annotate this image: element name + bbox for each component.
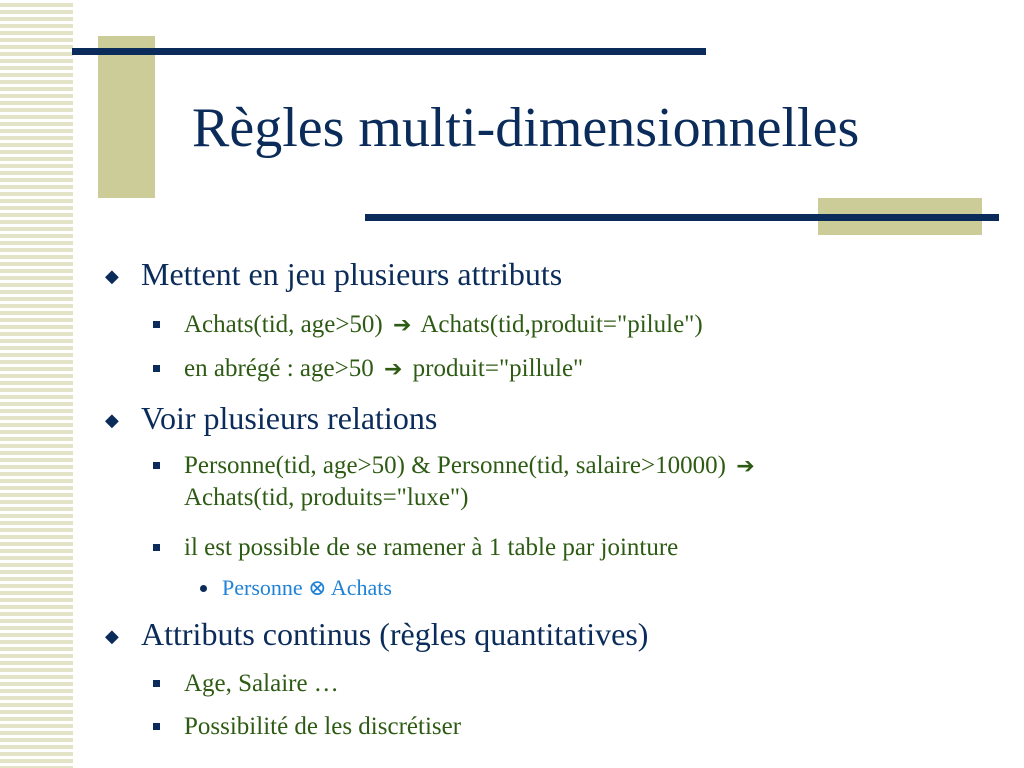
bullet-text: il est possible de se ramener à 1 table par jointure: [184, 534, 679, 561]
square-bullet-icon: [153, 723, 160, 730]
bullet-level1: [105, 400, 437, 436]
title-accent-block: [98, 36, 155, 198]
rule-antecedent: en abrégé : age>50: [184, 355, 374, 382]
square-bullet-icon: [153, 321, 160, 328]
rule-consequent: Achats(tid, produits="luxe"): [184, 484, 469, 511]
diamond-bullet-icon: ◆: [105, 410, 119, 430]
diamond-bullet-icon: ◆: [105, 266, 119, 286]
bullet-text: Age, Salaire …: [184, 670, 339, 697]
bottom-rule: [365, 214, 999, 221]
bullet-text: Personne ⊗ Achats: [222, 575, 392, 600]
bullet-level2: [153, 309, 703, 342]
diamond-bullet-icon: ◆: [105, 626, 119, 646]
striped-side-band: [0, 0, 73, 768]
bullet-text: Attributs continus (règles quantitatives): [141, 616, 649, 652]
square-bullet-icon: [153, 365, 160, 372]
square-bullet-icon: [153, 680, 160, 687]
bullet-level1: [105, 256, 562, 292]
arrow-right-icon: ➔: [393, 313, 412, 338]
bullet-text: Possibilité de les discrétiser: [184, 713, 462, 740]
bullet-line: [184, 450, 759, 483]
bullet-level1: [105, 616, 648, 652]
bullet-line: [184, 309, 703, 342]
bullet-level2: [153, 450, 759, 511]
square-bullet-icon: [153, 462, 160, 469]
slide-title: Règles multi-dimensionnelles: [192, 97, 860, 159]
bullet-level2: [153, 353, 583, 386]
square-bullet-icon: [153, 544, 160, 551]
rule-antecedent: Achats(tid, age>50): [184, 311, 383, 338]
bullet-line: [184, 353, 583, 386]
bullet-level3: [200, 574, 392, 602]
bullet-level2: [153, 711, 461, 743]
bullet-text: Voir plusieurs relations: [141, 400, 438, 436]
arrow-right-icon: ➔: [383, 357, 403, 382]
rule-consequent: Achats(tid,produit="pilule"): [420, 311, 703, 338]
bullet-level2: [153, 532, 678, 564]
arrow-right-icon: ➔: [736, 454, 755, 479]
top-rule: [72, 48, 706, 55]
rule-consequent: produit="pillule": [412, 355, 584, 382]
bullet-level2: [153, 668, 339, 700]
round-bullet-icon: [200, 585, 207, 592]
bullet-text: Mettent en jeu plusieurs attributs: [141, 256, 563, 292]
rule-antecedent: Personne(tid, age>50) & Personne(tid, salaire>10000): [184, 452, 726, 479]
